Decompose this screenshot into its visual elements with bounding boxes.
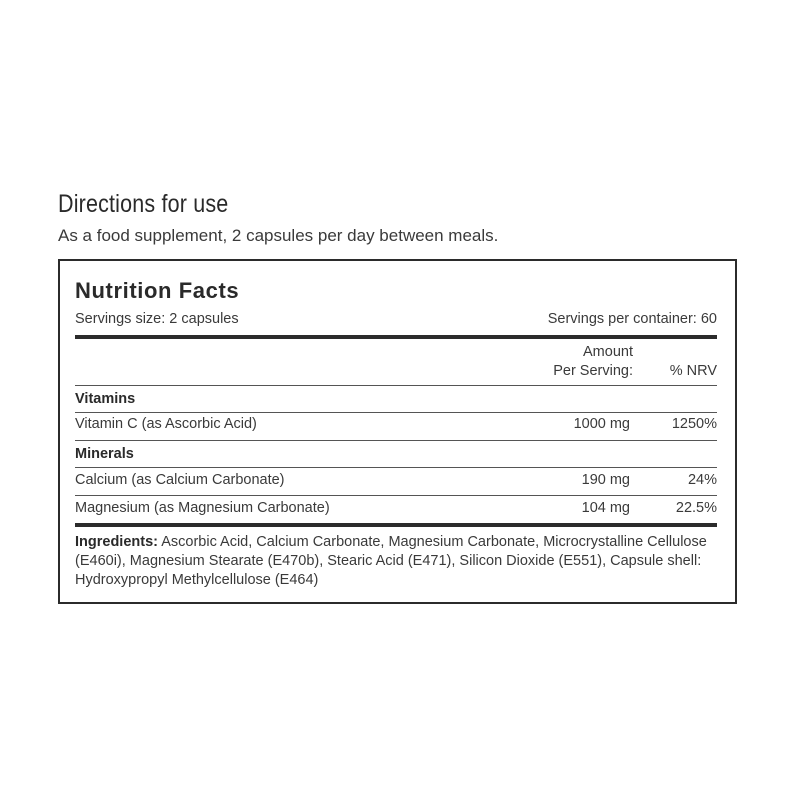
divider-thick-top [75,335,717,339]
column-header-amount [553,343,633,381]
nutrient-nrv: 1250% [671,416,717,432]
nutrient-name: Vitamin C (as Ascorbic Acid) [75,416,257,432]
column-header-amount-line2: Per Serving: [553,363,633,379]
section-heading-minerals: Minerals [75,446,134,462]
table-row [75,496,717,523]
nutrient-name: Calcium (as Calcium Carbonate) [75,472,285,488]
nutrition-facts-panel [58,259,737,604]
servings-per-container: Servings per container: 60 [547,311,717,327]
nutrient-nrv: 22.5% [675,500,717,516]
table-row [75,468,717,495]
nutrient-nrv: 24% [687,472,717,488]
divider [75,385,717,386]
divider [75,440,717,441]
nutrition-facts-title: Nutrition Facts [75,278,240,303]
nutrient-amount: 1000 mg [573,416,630,432]
column-header-amount-line1: Amount [583,344,633,360]
column-header-nrv: % NRV [669,363,717,379]
table-row [75,412,717,439]
nutrient-amount: 190 mg [581,472,630,488]
ingredients-label: Ingredients: [75,534,158,550]
ingredients-text: Ascorbic Acid, Calcium Carbonate, Magnesium Carbonate, Microcrystalline Cellulose (E460i), Magnesium Stearate (E470b), Stearic Acid (E471), Silicon Dioxide (E551), Capsule shell: Hydroxypropyl Methylcellulose (E464) [75,534,707,588]
nutrient-amount: 104 mg [581,500,630,516]
serving-size: Servings size: 2 capsules [75,311,239,327]
section-heading-vitamins: Vitamins [75,391,136,407]
directions-title: Directions for use [58,190,229,218]
ingredients [75,533,717,590]
divider-thick-bottom [75,523,717,527]
serving-info-row [75,311,717,327]
nutrient-name: Magnesium (as Magnesium Carbonate) [75,500,330,516]
directions-text: As a food supplement, 2 capsules per day between meals. [58,226,499,245]
